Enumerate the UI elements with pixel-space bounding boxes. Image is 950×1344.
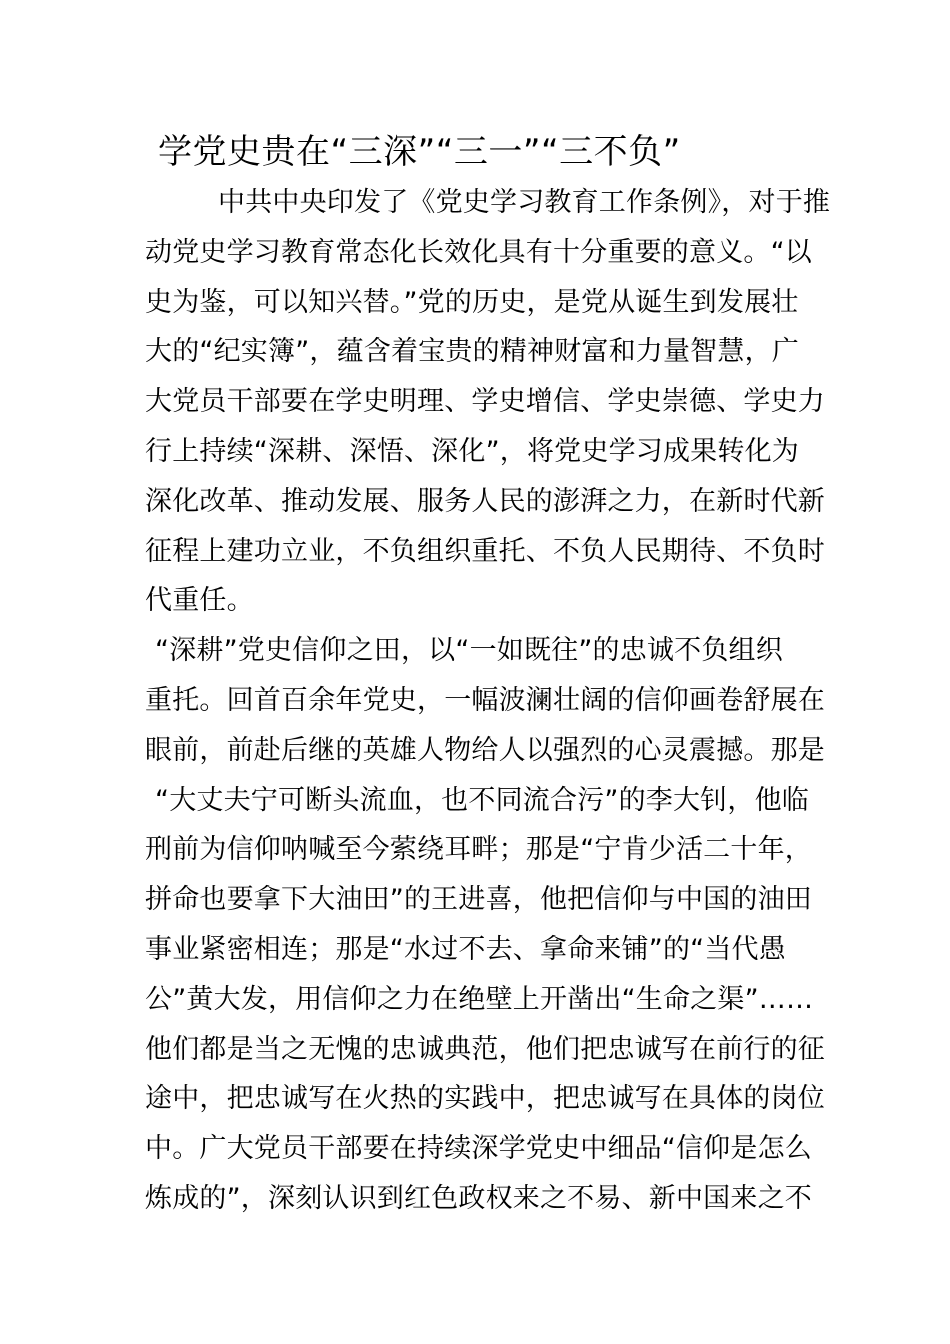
paragraph-line: 征程上建功立业，不负组织重托、不负人民期待、不负时: [145, 535, 825, 567]
paragraph-line: 史为鉴，可以知兴替。”党的历史，是党从诞生到发展壮: [145, 286, 799, 318]
paragraph-line: 大党员干部要在学史明理、学史增信、学史崇德、学史力: [145, 386, 825, 418]
paragraph-line: 公”黄大发，用信仰之力在绝壁上开凿出“生命之渠”……: [145, 983, 814, 1015]
paragraph-line: 途中，把忠诚写在火热的实践中，把忠诚写在具体的岗位: [145, 1083, 825, 1115]
paragraph-line: 深化改革、推动发展、服务人民的澎湃之力，在新时代新: [145, 485, 825, 517]
paragraph-line: 大的“纪实簿”，蕴含着宝贵的精神财富和力量智慧，广: [145, 336, 799, 368]
document-title: 学党史贵在“三深”“三一”“三不负”: [158, 132, 681, 172]
paragraph-line: 代重任。: [145, 585, 254, 617]
paragraph-line: 眼前，前赴后继的英雄人物给人以强烈的心灵震撼。那是: [145, 734, 825, 766]
paragraph-line: 事业紧密相连；那是“水过不去、拿命来铺”的“当代愚: [145, 933, 786, 965]
document-body: [145, 178, 831, 1224]
paragraph-line: “深耕”党史信仰之田，以“一如既往”的忠诚不负组织: [155, 635, 783, 667]
paragraph-line: 中共中央印发了《党史学习教育工作条例》，对于推: [218, 187, 831, 218]
paragraph-line: 刑前为信仰呐喊至今萦绕耳畔；那是“宁肯少活二十年，: [145, 834, 812, 866]
paragraph-line: 中。广大党员干部要在持续深学党史中细品“信仰是怎么: [145, 1133, 812, 1165]
paragraph-line: 拼命也要拿下大油田”的王进喜，他把信仰与中国的油田: [145, 884, 812, 916]
paragraph-line: 他们都是当之无愧的忠诚典范，他们把忠诚写在前行的征: [145, 1033, 825, 1065]
paragraph-line: “大丈夫宁可断头流血，也不同流合污”的李大钊，他临: [155, 784, 809, 816]
paragraph-line: 行上持续“深耕、深悟、深化”，将党史学习成果转化为: [145, 435, 799, 467]
paragraph-line: 重托。回首百余年党史，一幅波澜壮阔的信仰画卷舒展在: [145, 684, 825, 716]
paragraph-line: 炼成的”，深刻认识到红色政权来之不易、新中国来之不: [145, 1182, 812, 1214]
paragraph-line: 动党史学习教育常态化长效化具有十分重要的意义。“以: [145, 236, 812, 268]
